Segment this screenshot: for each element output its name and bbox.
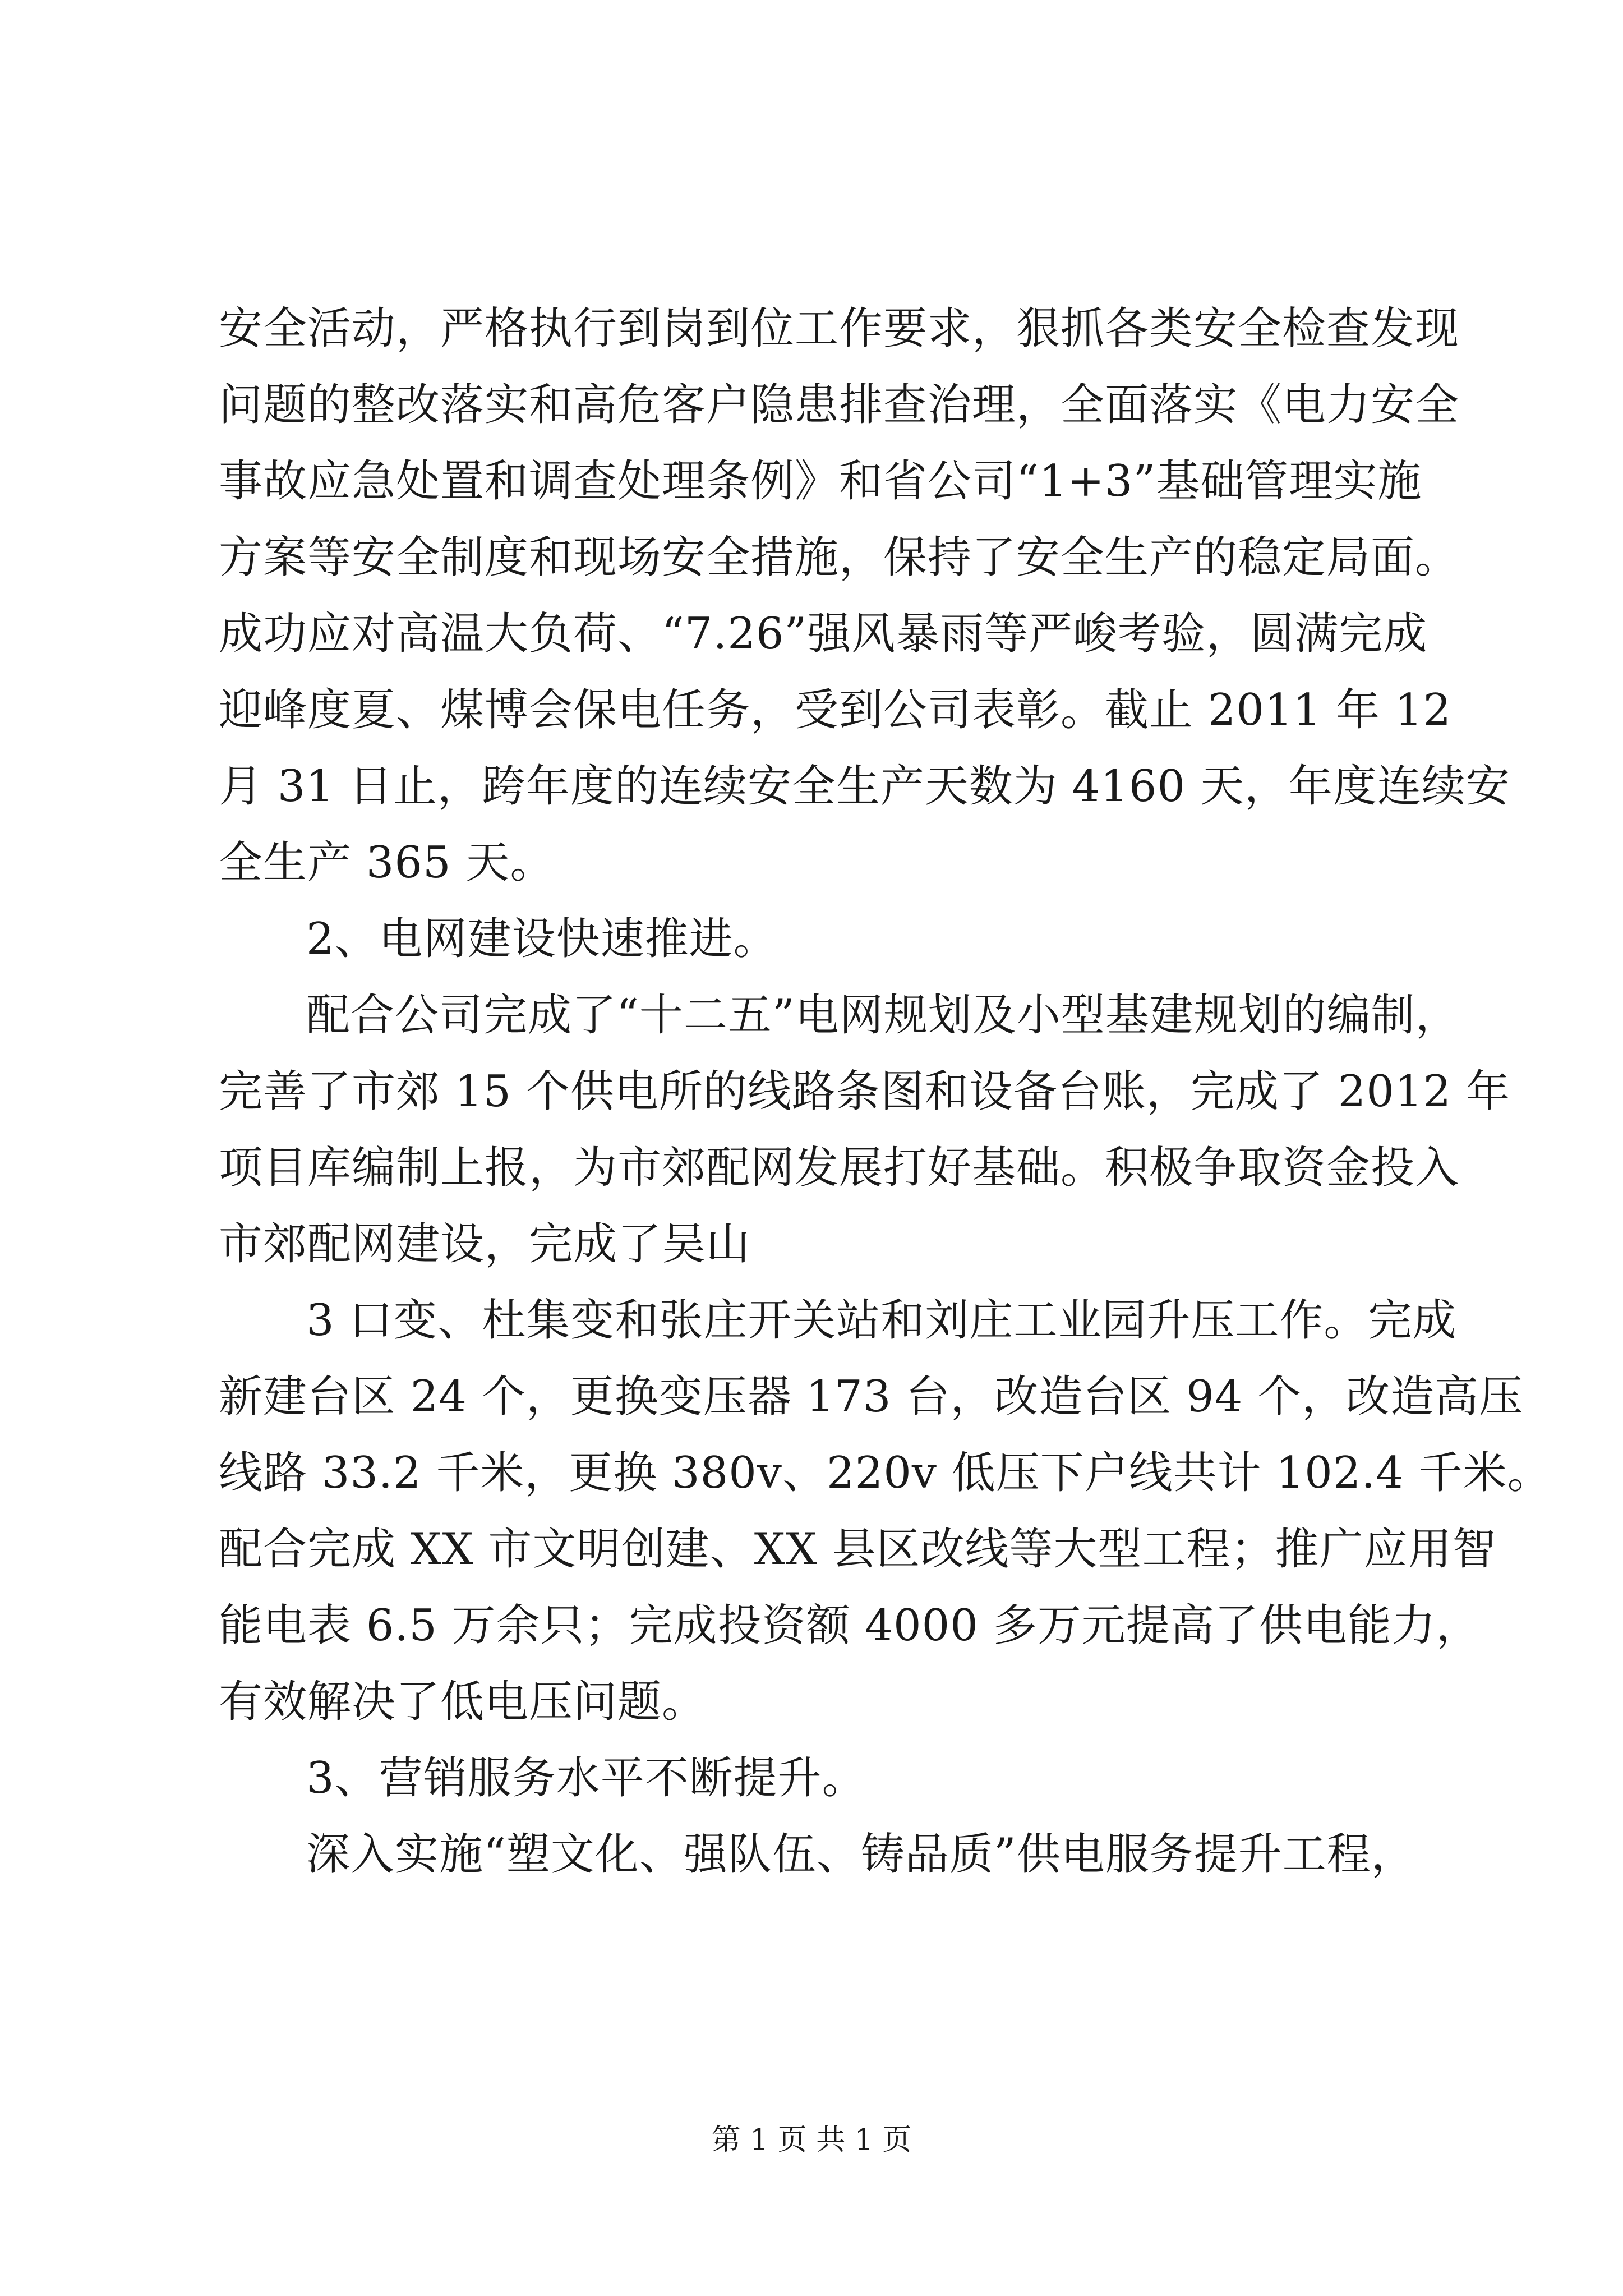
text-line-7: 月 31 日止，跨年度的连续安全生产天数为 4160 天，年度连续安: [219, 761, 1510, 812]
text-line-6: 迎峰度夏、煤博会保电任务，受到公司表彰。截止 2011 年 12: [219, 685, 1452, 735]
text-line-10: 配合公司完成了“十二五”电网规划及小型基建规划的编制，: [306, 990, 1460, 1041]
document-body: [219, 291, 1552, 1893]
page-footer: 第 1 页 共 1 页: [711, 2123, 912, 2157]
text-line-5: 成功应对高温大负荷、“7.26”强风暴雨等严峻考验，圆满完成: [219, 609, 1428, 659]
text-line-3: 事故应急处置和调查处理条例》和省公司“1+3”基础管理实施: [219, 456, 1422, 507]
text-line-1: 安全活动，严格执行到岗到位工作要求，狠抓各类安全检查发现: [219, 303, 1460, 354]
text-line-17: 配合完成 XX 市文明创建、XX 县区改线等大型工程；推广应用智: [219, 1524, 1497, 1575]
text-line-14: 3 口变、杜集变和张庄开关站和刘庄工业园升压工作。完成: [306, 1295, 1457, 1346]
section-heading-grid-construction: 2、电网建设快速推进。: [306, 914, 778, 964]
section-heading-marketing-service: 3、营销服务水平不断提升。: [306, 1753, 866, 1803]
text-line-13: 市郊配网建设，完成了吴山: [219, 1219, 751, 1269]
text-line-19: 有效解决了低电压问题。: [219, 1677, 707, 1727]
text-line-16: 线路 33.2 千米，更换 380v、220v 低压下户线共计 102.4 千米。: [219, 1448, 1552, 1498]
text-line-4: 方案等安全制度和现场安全措施，保持了安全生产的稳定局面。: [219, 532, 1460, 583]
text-line-21: 深入实施“塑文化、强队伍、铸品质”供电服务提升工程，: [306, 1829, 1415, 1880]
text-line-8: 全生产 365 天。: [219, 838, 555, 888]
text-line-18: 能电表 6.5 万余只；完成投资额 4000 多万元提高了供电能力，: [219, 1600, 1481, 1651]
text-line-2: 问题的整改落实和高危客户隐患排查治理，全面落实《电力安全: [219, 380, 1460, 430]
text-line-12: 项目库编制上报，为市郊配网发展打好基础。积极争取资金投入: [219, 1143, 1460, 1193]
text-line-11: 完善了市郊 15 个供电所的线路条图和设备台账，完成了 2012 年: [219, 1066, 1510, 1117]
text-line-15: 新建台区 24 个，更换变压器 173 台，改造台区 94 个，改造高压: [219, 1372, 1524, 1422]
